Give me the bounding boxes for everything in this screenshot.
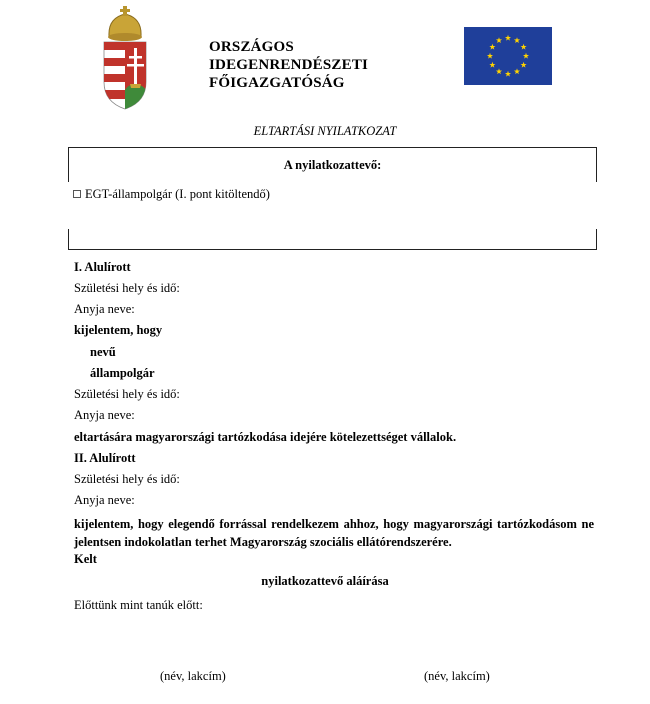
section1-mother-label: Anyja neve: (74, 302, 135, 316)
signature-label: nyilatkozattevő aláírása (261, 574, 389, 588)
section1-birth-label-2: Születési hely és idő: (74, 387, 180, 401)
section2-birth-label: Születési hely és idő: (74, 472, 180, 486)
agency-name-line-2: IDEGENRENDÉSZETI (209, 57, 369, 73)
section1-named: nevű (90, 345, 116, 359)
eea-citizen-label: EGT-állampolgár (I. pont kitöltendő) (85, 187, 270, 201)
section1-heading: I. Alulírott (74, 260, 131, 274)
document-title: ELTARTÁSI NYILATKOZAT (253, 124, 397, 138)
section2-statement: kijelentem, hogy elegendő forrással rendelkezem ahhoz, hogy magyarországi tartózkodásom ne jelentsen indokolatlan terhet Magyarország szociális ellátórendszerére. (74, 517, 594, 549)
section2-mother-label: Anyja neve: (74, 493, 135, 507)
agency-name-line-1: ORSZÁGOS (209, 39, 294, 55)
section1-mother-label-2: Anyja neve: (74, 408, 135, 422)
section1-declare: kijelentem, hogy (74, 323, 163, 337)
section1-citizen: állampolgár (90, 366, 155, 380)
declarant-box (68, 147, 597, 250)
witness-intro: Előttünk mint tanúk előtt: (74, 598, 203, 612)
witness-2-label: (név, lakcím) (424, 669, 490, 683)
witness-1-label: (név, lakcím) (160, 669, 226, 683)
agency-name-line-3: FŐIGAZGATÓSÁG (209, 75, 345, 91)
declarant-heading: A nyilatkozattevő: (69, 148, 596, 183)
agency-name (209, 38, 368, 92)
eu-flag (464, 27, 552, 85)
section2-heading: II. Alulírott (74, 451, 136, 465)
kelt-label: Kelt (74, 552, 97, 566)
eea-citizen-option[interactable] (73, 187, 270, 202)
hungarian-coat-of-arms (96, 4, 154, 110)
section1-birth-label: Születési hely és idő: (74, 281, 180, 295)
section1-commitment: eltartására magyarországi tartózkodása idejére kötelezettséget vállalok. (74, 430, 457, 444)
checkbox-icon[interactable] (73, 190, 81, 198)
